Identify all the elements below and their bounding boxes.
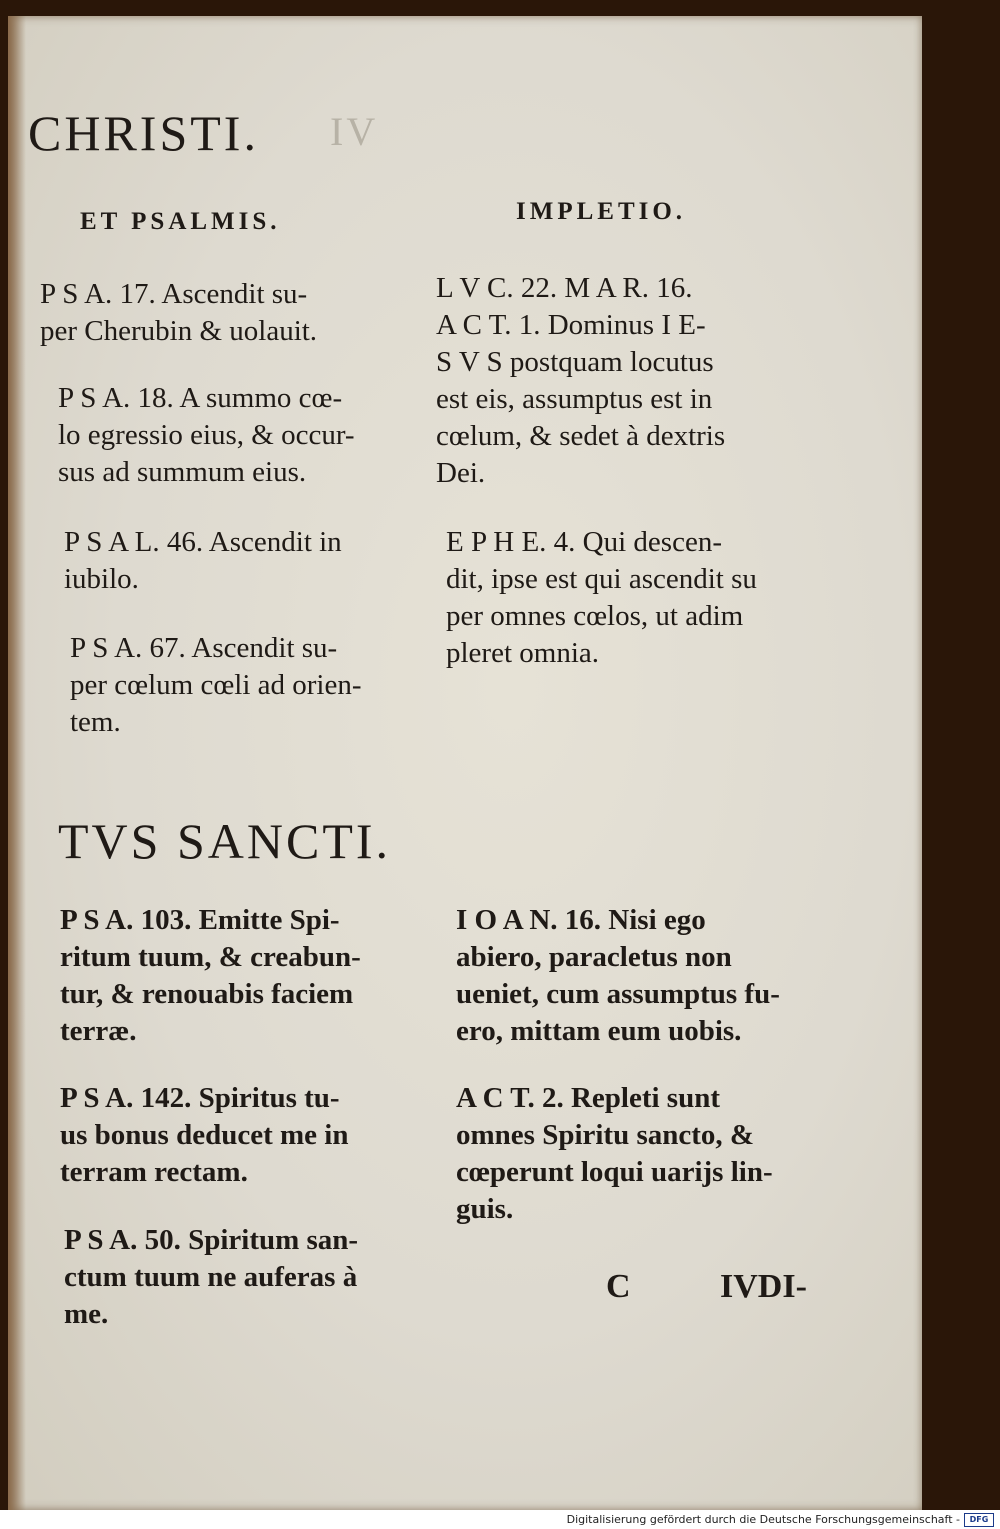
entry-line: S V S postquam locutus <box>436 346 714 378</box>
entry-line: cœlum, & sedet à dextris <box>436 420 726 452</box>
entry-line: A C T. 2. Repleti sunt <box>456 1082 720 1114</box>
entry-line: omnes Spiritu sancto, & <box>456 1119 755 1151</box>
entry-line: P S A. 103. Emitte Spi- <box>60 904 340 936</box>
entry-line: per cœlum cœli ad orien- <box>70 669 362 701</box>
entry-line: L V C. 22. M A R. 16. <box>436 272 693 304</box>
entry-line: ueniet, cum assumptus fu- <box>456 978 780 1010</box>
entry-line: guis. <box>456 1193 514 1225</box>
psalm-entry <box>64 524 444 598</box>
psalm-entry <box>70 630 450 741</box>
entry-line: P S A. 18. A summo cœ- <box>58 382 343 414</box>
footer-credit: Digitalisierung gefördert durch die Deutsche Forschungsgemeinschaft - <box>566 1513 960 1526</box>
entry-line: I O A N. 16. Nisi ego <box>456 904 706 936</box>
page-header-title: CHRISTI. <box>28 105 259 161</box>
entry-line: pleret omnia. <box>446 637 600 669</box>
entry-line: tur, & renouabis faciem <box>60 978 354 1010</box>
dfg-logo-icon: DFG <box>964 1513 994 1527</box>
entry-line: abiero, paracletus non <box>456 941 732 973</box>
entry-line: P S A L. 46. Ascendit in <box>64 526 342 558</box>
entry-line: P S A. 67. Ascendit su- <box>70 632 338 664</box>
entry-line: P S A. 50. Spiritum san- <box>64 1224 359 1256</box>
right-column-heading: IMPLETIO. <box>516 198 687 225</box>
psalm-entry <box>60 1080 440 1191</box>
section-title: TVS SANCTI. <box>58 813 392 869</box>
entry-line: P S A. 17. Ascendit su- <box>40 278 308 310</box>
gospel-entry <box>446 524 826 672</box>
entry-line: iubilo. <box>64 563 139 595</box>
psalm-entry <box>60 902 440 1050</box>
entry-line: dit, ipse est qui ascendit su <box>446 563 757 595</box>
entry-line: E P H E. 4. Qui descen- <box>446 526 722 558</box>
entry-line: P S A. 142. Spiritus tu- <box>60 1082 340 1114</box>
entry-line: us bonus deducet me in <box>60 1119 349 1151</box>
psalm-entry <box>64 1222 444 1333</box>
page-binding-shadow <box>8 16 26 1510</box>
catchword-mark: C <box>606 1268 631 1305</box>
show-through-text: IV <box>330 109 379 154</box>
book-page <box>8 16 922 1510</box>
entry-line: Dei. <box>436 457 486 489</box>
entry-line: tem. <box>70 706 121 738</box>
entry-line: per omnes cœlos, ut adim <box>446 600 744 632</box>
entry-line: ero, mittam eum uobis. <box>456 1015 742 1047</box>
gospel-entry <box>456 902 836 1050</box>
entry-line: est eis, assumptus est in <box>436 383 713 415</box>
catchword: IVDI- <box>720 1268 807 1305</box>
entry-line: cœperunt loqui uarijs lin- <box>456 1156 773 1188</box>
psalm-entry <box>58 380 438 491</box>
gospel-entry <box>456 1080 836 1228</box>
psalm-entry <box>40 276 420 350</box>
gospel-entry <box>436 270 816 492</box>
entry-line: terræ. <box>60 1015 137 1047</box>
entry-line: terram rectam. <box>60 1156 248 1188</box>
entry-line: sus ad summum eius. <box>58 456 307 488</box>
left-column-heading: ET PSALMIS. <box>80 208 281 235</box>
entry-line: per Cherubin & uolauit. <box>40 315 318 347</box>
digitization-footer <box>0 1510 1000 1529</box>
entry-line: ritum tuum, & creabun- <box>60 941 361 973</box>
entry-line: me. <box>64 1298 109 1330</box>
entry-line: A C T. 1. Dominus I E- <box>436 309 706 341</box>
entry-line: lo egressio eius, & occur- <box>58 419 355 451</box>
entry-line: ctum tuum ne auferas à <box>64 1261 358 1293</box>
